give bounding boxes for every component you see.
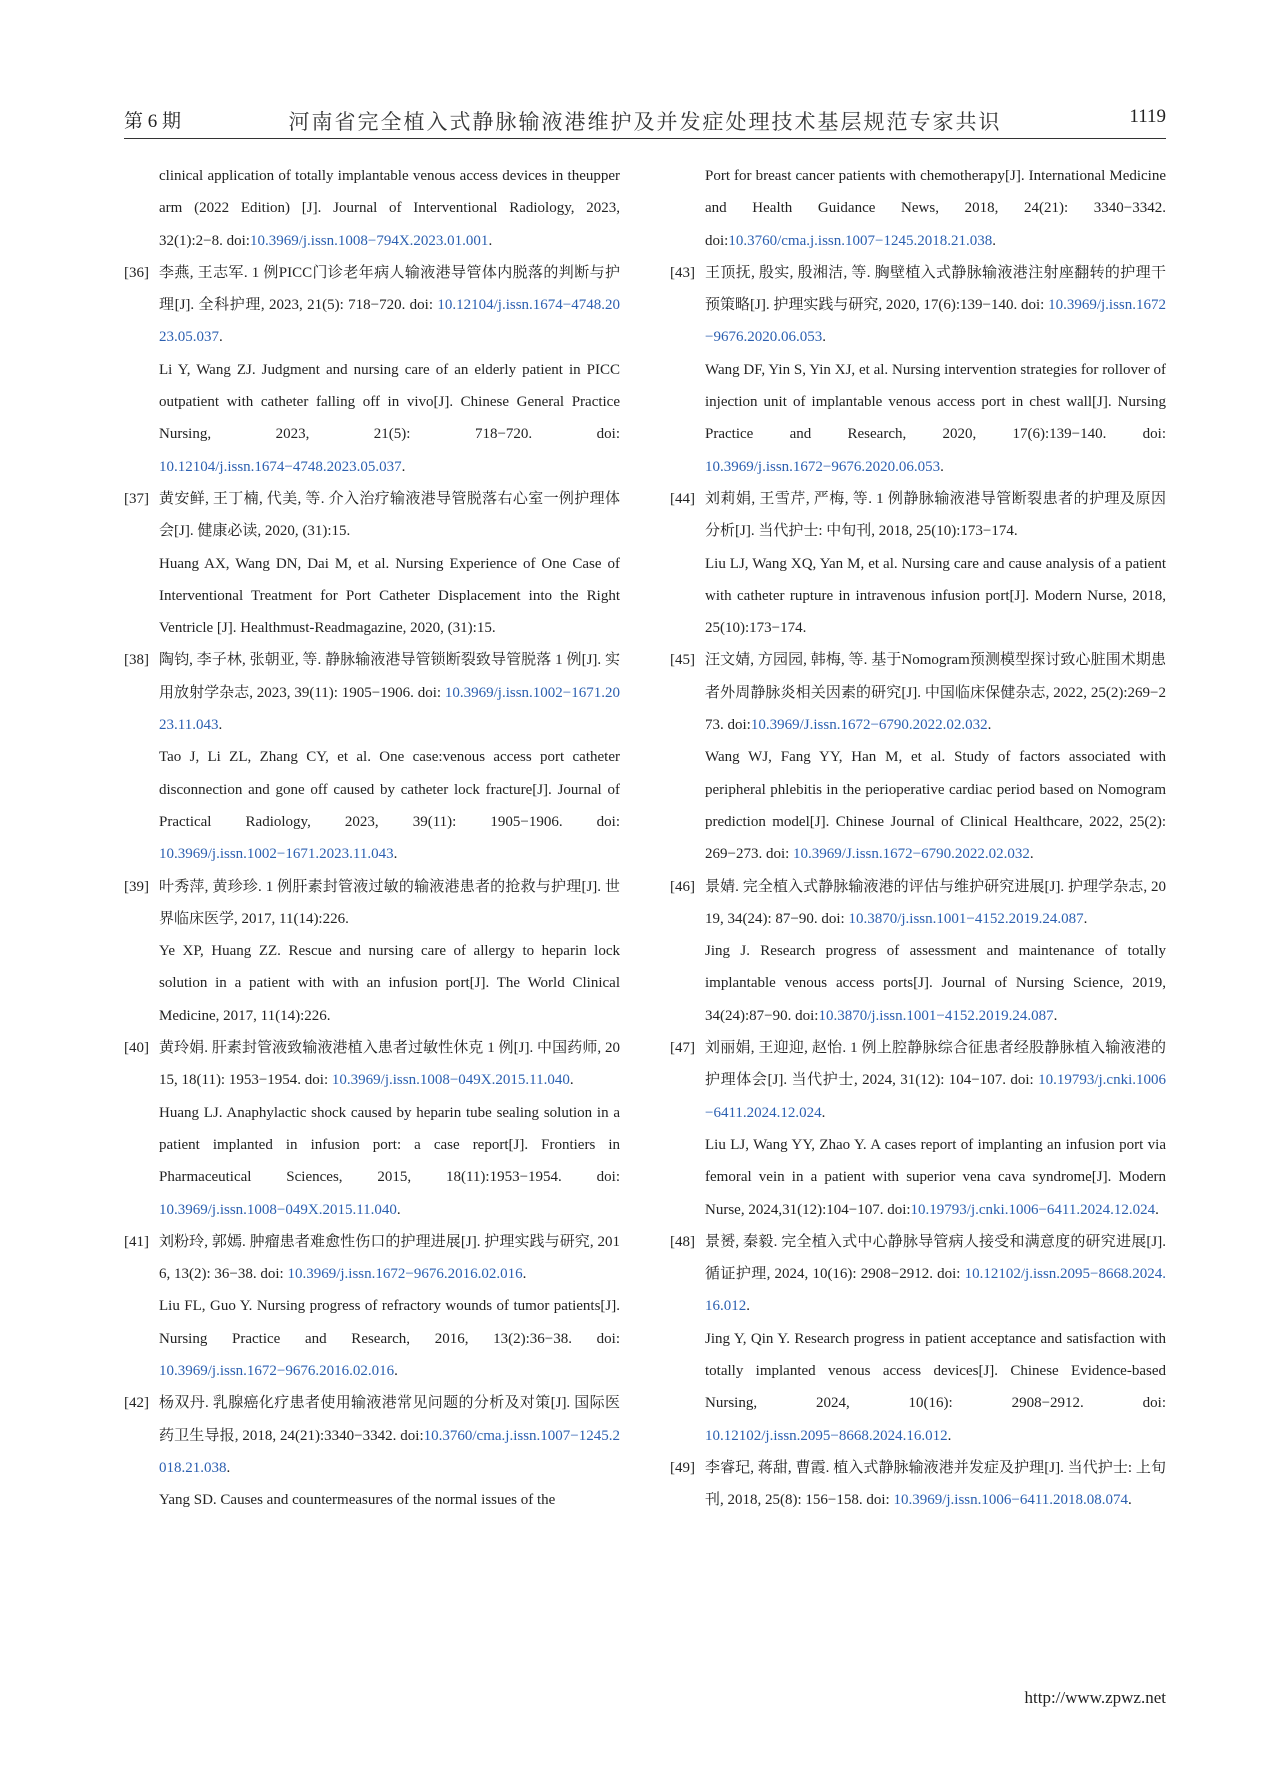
doi-link[interactable]: 10.3969/j.issn.1672−9676.2016.02.016 [159, 1362, 395, 1379]
reference-number: [41] [124, 1233, 149, 1250]
reference-number: [38] [124, 652, 149, 669]
issue-label: 第 6 期 [124, 111, 182, 132]
reference-text-en: Yang SD. Causes and countermeasures of the normal issues of the [159, 1492, 556, 1509]
doi-link[interactable]: 10.19793/j.cnki.1006−6411.2024.12.024 [705, 1072, 1166, 1121]
reference-text-zh: 王顶抚, 殷实, 殷湘洁, 等. 胸壁植入式静脉输液港注射座翻转的护理干预策略[J]. 护理实践与研究, 2020, 17(6):139−140. doi: [705, 264, 1166, 314]
doi-link[interactable]: 10.12102/j.issn.2095−8668.2024.16.012 [705, 1427, 948, 1444]
reference-text-zh: 陶钧, 李子林, 张朝亚, 等. 静脉输液港导管锁断裂致导管脱落 1 例[J]. 实用放射学杂志, 2023, 39(11): 1905−1906. doi: [159, 652, 620, 701]
reference-text-zh: 景赟, 秦毅. 完全植入式中心静脉导管病人接受和满意度的研究进展[J]. 循证护理, 2024, 10(16): 2908−2912. doi: [705, 1233, 1166, 1283]
doi-link[interactable]: 10.3969/j.issn.1006−6411.2018.08.074 [893, 1492, 1129, 1509]
reference-text-zh: 李睿玘, 蒋甜, 曹霞. 植入式静脉输液港并发症及护理[J]. 当代护士: 上旬刊, 2018, 25(8): 156−158. doi: [705, 1459, 1166, 1509]
reference-number: [47] [670, 1040, 695, 1057]
doi-link[interactable]: 10.12102/j.issn.2095−8668.2024.16.012 [705, 1266, 1166, 1315]
reference-text-en: Huang LJ. Anaphylactic shock caused by heparin tube sealing solution in a patient implanted in infusion port: a case report[J]. Frontiers in Pharmaceutical Sciences, 2015, 18(11):1953−1954. doi: [159, 1104, 620, 1186]
reference-text-zh: 黄玲娟. 肝素封管液致输液港植入患者过敏性休克 1 例[J]. 中国药师, 2015, 18(11): 1953−1954. doi: [159, 1040, 620, 1089]
reference-number: [45] [670, 652, 695, 669]
journal-url[interactable]: http://www.zpwz.net [1024, 1688, 1166, 1707]
period: . [488, 232, 493, 249]
reference-number: [37] [124, 490, 149, 507]
reference-entry [124, 871, 620, 1032]
doi-link[interactable]: 10.3969/j.issn.1008−049X.2015.11.040 [159, 1201, 397, 1218]
doi-link[interactable]: 10.3969/j.issn.1672−9676.2016.02.016 [287, 1266, 523, 1283]
doi-link[interactable]: 10.3870/j.issn.1001−4152.2019.24.087 [848, 910, 1084, 927]
reference-entry: [43] 王顶抚, 殷实, 殷湘洁, 等. 胸壁植入式静脉输液港注射座翻转的护理干预策略[J]. 护理实践与研究, 2020, 17(6):139−140. doi: 10.3969/j.issn.1672−9676.2020.06.053. Wang DF, Yin S, Yin XJ, et al. Nursing intervention strategies for rollover of injection unit of implantable venous access port in chest wall[J]. Nursing Practice and Research, 2020, 17(6):139−140. doi: 10.3969/j.issn.1672−9676.2020.06.053. [670, 257, 1166, 483]
reference-list [124, 257, 620, 1517]
reference-text-zh: 景婧. 完全植入式静脉输液港的评估与维护研究进展[J]. 护理学杂志, 2019, 34(24): 87−90. doi: [705, 878, 1166, 927]
doi-link[interactable]: 10.3969/j.issn.1672−9676.2020.06.053 [705, 297, 1166, 346]
doi-link[interactable]: 10.3969/j.issn.1008−049X.2015.11.040 [331, 1072, 570, 1089]
reference-number: [42] [124, 1395, 149, 1412]
doi-link[interactable]: 10.3969/j.issn.1008−794X.2023.01.001 [249, 232, 489, 249]
right-column [670, 160, 1166, 1516]
reference-entry: [48] 景赟, 秦毅. 完全植入式中心静脉导管病人接受和满意度的研究进展[J]. 循证护理, 2024, 10(16): 2908−2912. doi: 10.12102/j.issn.2095−8668.2024.16.012. Jing Y, Qin Y. Research progress in patient acceptance and satisfaction with totally implanted venous access devices[J]. Chinese Evidence-based Nursing, 2024, 10(16): 2908−2912. doi: 10.12102/j.issn.2095−8668.2024.16.012. [670, 1226, 1166, 1452]
doi-link[interactable]: 10.12104/j.issn.1674−4748.2023.05.037 [159, 297, 620, 346]
reference-text-en: Wang DF, Yin S, Yin XJ, et al. Nursing intervention strategies for rollover of injection unit of implantable venous access port in chest wall[J]. Nursing Practice and Research, 2020, 17(6):139−140. doi: [705, 361, 1166, 443]
reference-text-en: Jing J. Research progress of assessment and maintenance of totally implantable venous access ports[J]. Journal of Nursing Science, 2019, 34(24):87−90. doi: [705, 943, 1166, 1024]
journal-running-title: 河南省完全植入式静脉输液港维护及并发症处理技术基层规范专家共识 [288, 110, 1002, 134]
reference-entry: [42] 杨双丹. 乳腺癌化疗患者使用输液港常见问题的分析及对策[J]. 国际医药卫生导报, 2018, 24(21):3340−3342. doi:10.3760/cma.j.issn.1007−1245.2018.21.038. Yang SD. Causes and countermeasures of the normal issues of the [124, 1387, 620, 1516]
reference-text-zh: 黄安鲜, 王丁楠, 代美, 等. 介入治疗输液港导管脱落右心室一例护理体会[J]. 健康必读, 2020, (31):15. [159, 490, 620, 540]
doi-link[interactable]: 10.12104/j.issn.1674−4748.2023.05.037 [159, 458, 402, 475]
reference-text-en: Wang WJ, Fang YY, Han M, et al. Study of factors associated with peripheral phlebitis in the perioperative cardiac period based on Nomogram prediction model[J]. Chinese Journal of Clinical Healthcare, 2022, 25(2): 269−273. doi: [705, 749, 1166, 863]
reference-list [670, 257, 1166, 1517]
reference-entry: [47] 刘丽娟, 王迎迎, 赵怡. 1 例上腔静脉综合征患者经股静脉植入输液港的护理体会[J]. 当代护士, 2024, 31(12): 104−107. doi: 10.19793/j.cnki.1006−6411.2024.12.024. Liu LJ, Wang YY, Zhao Y. A cases report of implanting an infusion port via femoral vein in a patient with superior vena cava syndrome[J]. Modern Nurse, 2024,31(12):104−107. doi:10.19793/j.cnki.1006−6411.2024.12.024. [670, 1032, 1166, 1226]
reference-text-zh: 刘莉娟, 王雪芹, 严梅, 等. 1 例静脉输液港导管断裂患者的护理及原因分析[J]. 当代护士: 中旬刊, 2018, 25(10):173−174. [705, 490, 1166, 540]
reference-number: [43] [670, 264, 695, 281]
doi-link[interactable]: 10.19793/j.cnki.1006−6411.2024.12.024 [910, 1201, 1156, 1218]
reference-entry: [36] 李燕, 王志军. 1 例PICC门诊老年病人输液港导管体内脱落的判断与护理[J]. 全科护理, 2023, 21(5): 718−720. doi: 10.12104/j.issn.1674−4748.2023.05.037. Li Y, Wang ZJ. Judgment and nursing care of an elderly patient in PICC outpatient with catheter falling off in vivo[J]. Chinese General Practice Nursing, 2023, 21(5): 718−720. doi: 10.12104/j.issn.1674−4748.2023.05.037. [124, 257, 620, 483]
page-number: 1119 [1129, 106, 1166, 127]
reference-text-en: Li Y, Wang ZJ. Judgment and nursing care of an elderly patient in PICC outpatient with catheter falling off in vivo[J]. Chinese General Practice Nursing, 2023, 21(5): 718−720. doi: [159, 361, 620, 443]
doi-link[interactable]: 10.3870/j.issn.1001−4152.2019.24.087 [818, 1007, 1054, 1024]
continued-reference [670, 160, 1166, 257]
running-header [124, 106, 1166, 140]
period: . [992, 232, 996, 249]
doi-link[interactable]: 10.3969/J.issn.1672−6790.2022.02.032 [793, 846, 1030, 863]
reference-text-en: Jing Y, Qin Y. Research progress in patient acceptance and satisfaction with totally implanted venous access devices[J]. Chinese Evidence-based Nursing, 2024, 10(16): 2908−2912. doi: [705, 1330, 1166, 1412]
reference-text-zh: 刘粉玲, 郭嫣. 肿瘤患者难愈性伤口的护理进展[J]. 护理实践与研究, 2016, 13(2): 36−38. doi: [159, 1233, 620, 1283]
reference-entry: [40] 黄玲娟. 肝素封管液致输液港植入患者过敏性休克 1 例[J]. 中国药师, 2015, 18(11): 1953−1954. doi: 10.3969/j.issn.1008−049X.2015.11.040. Huang LJ. Anaphylactic shock caused by heparin tube sealing solution in a patient implanted in infusion port: a case report[J]. Frontiers in Pharmaceutical Sciences, 2015, 18(11):1953−1954. doi: 10.3969/j.issn.1008−049X.2015.11.040. [124, 1032, 620, 1226]
continued-reference [124, 160, 620, 257]
reference-text-zh: 汪文婧, 方园园, 韩梅, 等. 基于Nomogram预测模型探讨致心脏围术期患者外周静脉炎相关因素的研究[J]. 中国临床保健杂志, 2022, 25(2):269−273. doi: [705, 652, 1166, 734]
reference-entry: [49] 李睿玘, 蒋甜, 曹霞. 植入式静脉输液港并发症及护理[J]. 当代护士: 上旬刊, 2018, 25(8): 156−158. doi: 10.3969/j.issn.1006−6411.2018.08.074. [670, 1452, 1166, 1517]
reference-text-zh: 叶秀萍, 黄珍珍. 1 例肝素封管液过敏的输液港患者的抢救与护理[J]. 世界临床医学, 2017, 11(14):226. [159, 878, 620, 927]
doi-link[interactable]: 10.3760/cma.j.issn.1007−1245.2018.21.038 [728, 232, 993, 249]
doi-link[interactable]: 10.3969/j.issn.1672−9676.2020.06.053 [705, 458, 941, 475]
reference-number: [36] [124, 264, 149, 281]
doi-link[interactable]: 10.3969/j.issn.1002−1671.2023.11.043 [159, 846, 394, 863]
reference-entry [670, 483, 1166, 644]
reference-number: [44] [670, 490, 695, 507]
reference-entry: [46] 景婧. 完全植入式静脉输液港的评估与维护研究进展[J]. 护理学杂志, 2019, 34(24): 87−90. doi: 10.3870/j.issn.1001−4152.2019.24.087. Jing J. Research progress of assessment and maintenance of totally implantable venous access ports[J]. Journal of Nursing Science, 2019, 34(24):87−90. doi:10.3870/j.issn.1001−4152.2019.24.087. [670, 871, 1166, 1032]
reference-text-en: Liu LJ, Wang YY, Zhao Y. A cases report of implanting an infusion port via femoral vein in a patient with superior vena cava syndrome[J]. Modern Nurse, 2024,31(12):104−107. doi: [705, 1136, 1166, 1218]
reference-text-zh: 李燕, 王志军. 1 例PICC门诊老年病人输液港导管体内脱落的判断与护理[J]. 全科护理, 2023, 21(5): 718−720. doi: [159, 264, 620, 314]
reference-number: [39] [124, 878, 149, 895]
reference-text-zh: 刘丽娟, 王迎迎, 赵怡. 1 例上腔静脉综合征患者经股静脉植入输液港的护理体会[J]. 当代护士, 2024, 31(12): 104−107. doi: [705, 1040, 1166, 1089]
reference-text-en: Ye XP, Huang ZZ. Rescue and nursing care of allergy to heparin lock solution in a patient with with an infusion port[J]. The World Clinical Medicine, 2017, 11(14):226. [159, 943, 620, 1024]
reference-entry: [45] 汪文婧, 方园园, 韩梅, 等. 基于Nomogram预测模型探讨致心脏围术期患者外周静脉炎相关因素的研究[J]. 中国临床保健杂志, 2022, 25(2):269−273. doi:10.3969/J.issn.1672−6790.2022.02.032. Wang WJ, Fang YY, Han M, et al. Study of factors associated with peripheral phlebitis in the perioperative cardiac period based on Nomogram prediction model[J]. Chinese Journal of Clinical Healthcare, 2022, 25(2): 269−273. doi: 10.3969/J.issn.1672−6790.2022.02.032. [670, 644, 1166, 870]
reference-number: [46] [670, 878, 695, 895]
continued-reference-text: Port for breast cancer patients with chemotherapy[J]. International Medicine and Health Guidance News, 2018, 24(21): 3340−3342. doi: [705, 168, 1166, 249]
doi-link[interactable]: 10.3969/j.issn.1002−1671.2023.11.043 [159, 684, 620, 734]
reference-number: [49] [670, 1459, 695, 1476]
reference-text-zh: 杨双丹. 乳腺癌化疗患者使用输液港常见问题的分析及对策[J]. 国际医药卫生导报, 2018, 24(21):3340−3342. doi: [159, 1395, 620, 1444]
doi-link[interactable]: 10.3760/cma.j.issn.1007−1245.2018.21.038 [159, 1427, 620, 1476]
reference-entry: [41] 刘粉玲, 郭嫣. 肿瘤患者难愈性伤口的护理进展[J]. 护理实践与研究, 2016, 13(2): 36−38. doi: 10.3969/j.issn.1672−9676.2016.02.016. Liu FL, Guo Y. Nursing progress of refractory wounds of tumor patients[J]. Nursing Practice and Research, 2016, 13(2):36−38. doi: 10.3969/j.issn.1672−9676.2016.02.016. [124, 1226, 620, 1387]
reference-number: [40] [124, 1040, 149, 1057]
reference-text-en: Liu LJ, Wang XQ, Yan M, et al. Nursing care and cause analysis of a patient with catheter rupture in intravenous infusion port[J]. Modern Nurse, 2018, 25(10):173−174. [705, 555, 1166, 637]
continued-reference-text: clinical application of totally implantable venous access devices in theupper arm (2022 Edition) [J]. Journal of Interventional Radiology, 2023, 32(1):2−8. doi: [159, 168, 620, 249]
reference-text-en: Liu FL, Guo Y. Nursing progress of refractory wounds of tumor patients[J]. Nursing Practice and Research, 2016, 13(2):36−38. doi: [159, 1298, 620, 1347]
header-rule [124, 138, 1166, 139]
reference-entry [124, 483, 620, 644]
reference-text-en: Huang AX, Wang DN, Dai M, et al. Nursing Experience of One Case of Interventional Treatment for Port Catheter Displacement into the Right Ventricle [J]. Healthmust-Readmagazine, 2020, (31):15. [159, 555, 620, 637]
reference-text-en: Tao J, Li ZL, Zhang CY, et al. One case:venous access port catheter disconnection and gone off caused by catheter lock fracture[J]. Journal of Practical Radiology, 2023, 39(11): 1905−1906. doi: [159, 749, 620, 830]
doi-link[interactable]: 10.3969/J.issn.1672−6790.2022.02.032 [750, 717, 988, 734]
reference-entry: [38] 陶钧, 李子林, 张朝亚, 等. 静脉输液港导管锁断裂致导管脱落 1 例[J]. 实用放射学杂志, 2023, 39(11): 1905−1906. doi: 10.3969/j.issn.1002−1671.2023.11.043. Tao J, Li ZL, Zhang CY, et al. One case:venous access port catheter disconnection and gone off caused by catheter lock fracture[J]. Journal of Practical Radiology, 2023, 39(11): 1905−1906. doi: 10.3969/j.issn.1002−1671.2023.11.043. [124, 644, 620, 870]
reference-number: [48] [670, 1233, 695, 1250]
left-column [124, 160, 620, 1516]
